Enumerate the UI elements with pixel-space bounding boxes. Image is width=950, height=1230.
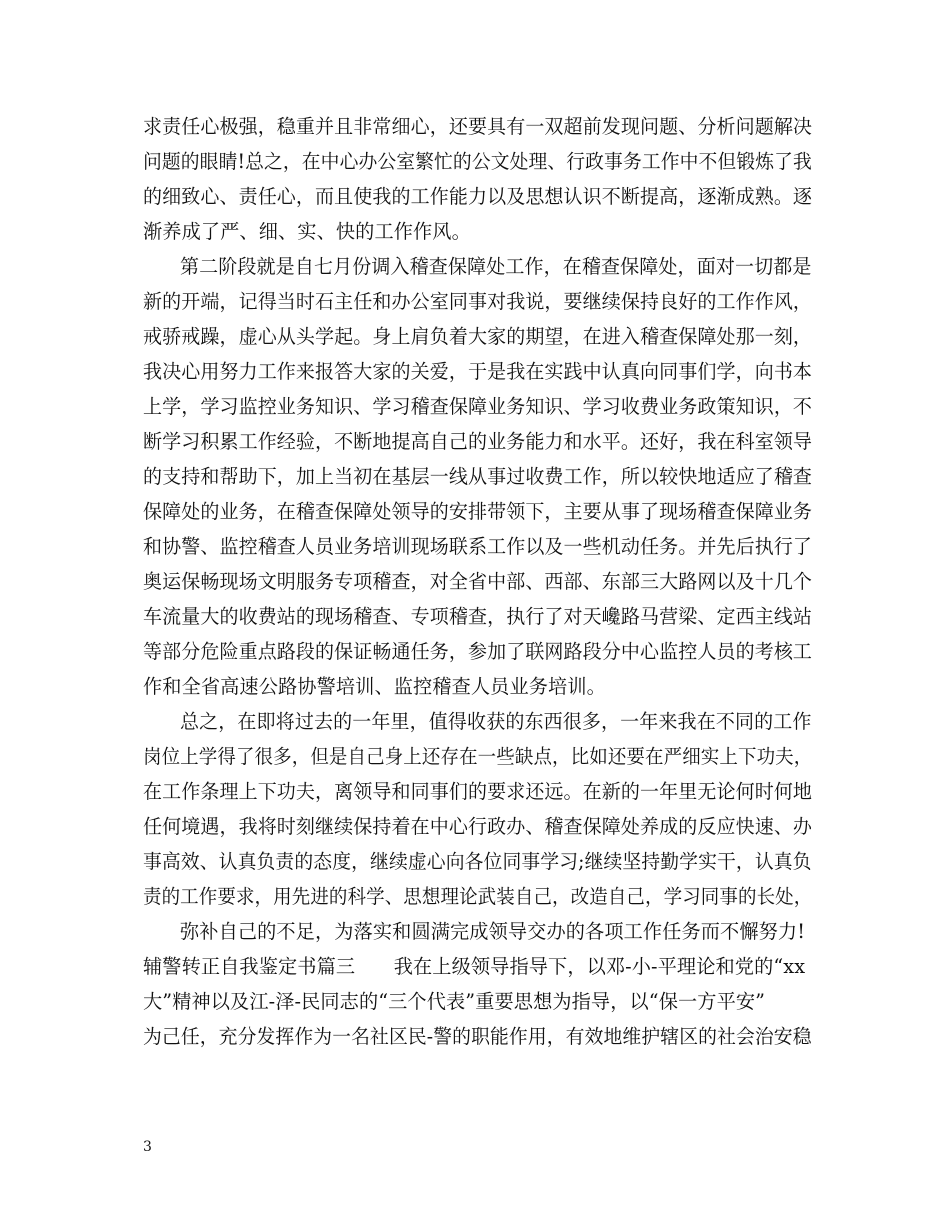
paragraph-line: 新的开端，记得当时石主任和办公室同事对我说，要继续保持良好的工作作风， (143, 290, 813, 313)
paragraph-line: 总之，在即将过去的一年里，值得收获的东西很多，一年来我在不同的工作 (180, 710, 812, 733)
paragraph-line: 作和全省高速公路协警培训、监控稽查人员业务培训。 (143, 675, 606, 698)
paragraph-line: 和协警、监控稽查人员业务培训现场联系工作以及一些机动任务。并先后执行了 (143, 535, 813, 558)
paragraph-line: 事高效、认真负责的态度，继续虚心向各位同事学习;继续坚持勤学实干，认真负 (143, 850, 812, 873)
paragraph-line: 渐养成了严、细、实、快的工作作风。 (143, 220, 471, 243)
paragraph-line: 的支持和帮助下，加上当初在基层一线从事过收费工作，所以较快地适应了稽查 (143, 465, 813, 488)
paragraph-line: 任何境遇，我将时刻继续保持着在中心行政办、稽查保障处养成的反应快速、办 (143, 815, 813, 838)
paragraph-line: 在工作条理上下功夫，离领导和同事们的要求还远。在新的一年里无论何时何地 (143, 780, 813, 803)
paragraph-line: 大”精神以及江-泽-民同志的“三个代表”重要思想为指导，以“保一方平安” (143, 990, 766, 1013)
paragraph-line: 责的工作要求，用先进的科学、思想理论武装自己，改造自己，学习同事的长处， (143, 885, 813, 908)
paragraph-line: 保障处的业务，在稽查保障处领导的安排带领下，主要从事了现场稽查保障业务 (143, 500, 813, 523)
paragraph-line: 为己任，充分发挥作为一名社区民-警的职能作用，有效地维护辖区的社会治安稳 (143, 1025, 812, 1048)
paragraph-line: 求责任心极强，稳重并且非常细心，还要具有一双超前发现问题、分析问题解决 (143, 115, 813, 138)
paragraph-line: 上学，学习监控业务知识、学习稽查保障业务知识、学习收费业务政策知识，不 (143, 395, 813, 418)
paragraph-line: 我决心用努力工作来报答大家的关爱，于是我在实践中认真向同事们学，向书本 (143, 360, 813, 383)
paragraph-line: 奥运保畅现场文明服务专项稽查，对全省中部、西部、东部三大路网以及十几个 (143, 570, 813, 593)
paragraph-line: 第二阶段就是自七月份调入稽查保障处工作，在稽查保障处，面对一切都是 (180, 255, 812, 278)
paragraph-line: 岗位上学得了很多，但是自己身上还存在一些缺点，比如还要在严细实上下功夫， (143, 745, 813, 768)
paragraph-line: 问题的眼睛!总之，在中心办公室繁忙的公文处理、行政事务工作中不但锻炼了我 (143, 150, 812, 173)
paragraph-line: 的细致心、责任心，而且使我的工作能力以及思想认识不断提高，逐渐成熟。逐 (143, 185, 813, 208)
page-number: 3 (143, 1139, 152, 1155)
paragraph-line: 断学习积累工作经验，不断地提高自己的业务能力和水平。还好，我在科室领导 (143, 430, 813, 453)
paragraph-line: 车流量大的收费站的现场稽查、专项稽查，执行了对天巉路马营梁、定西主线站 (143, 605, 813, 628)
paragraph-line: 弥补自己的不足，为落实和圆满完成领导交办的各项工作任务而不懈努力! (180, 920, 806, 943)
paragraph-line: 等部分危险重点路段的保证畅通任务，参加了联网路段分中心监控人员的考核工 (143, 640, 813, 663)
section-heading-line: 辅警转正自我鉴定书篇三 我在上级领导指导下，以邓-小-平理论和党的“xx (143, 955, 806, 978)
paragraph-line: 戒骄戒躁，虚心从头学起。身上肩负着大家的期望，在进入稽查保障处那一刻， (143, 325, 813, 348)
